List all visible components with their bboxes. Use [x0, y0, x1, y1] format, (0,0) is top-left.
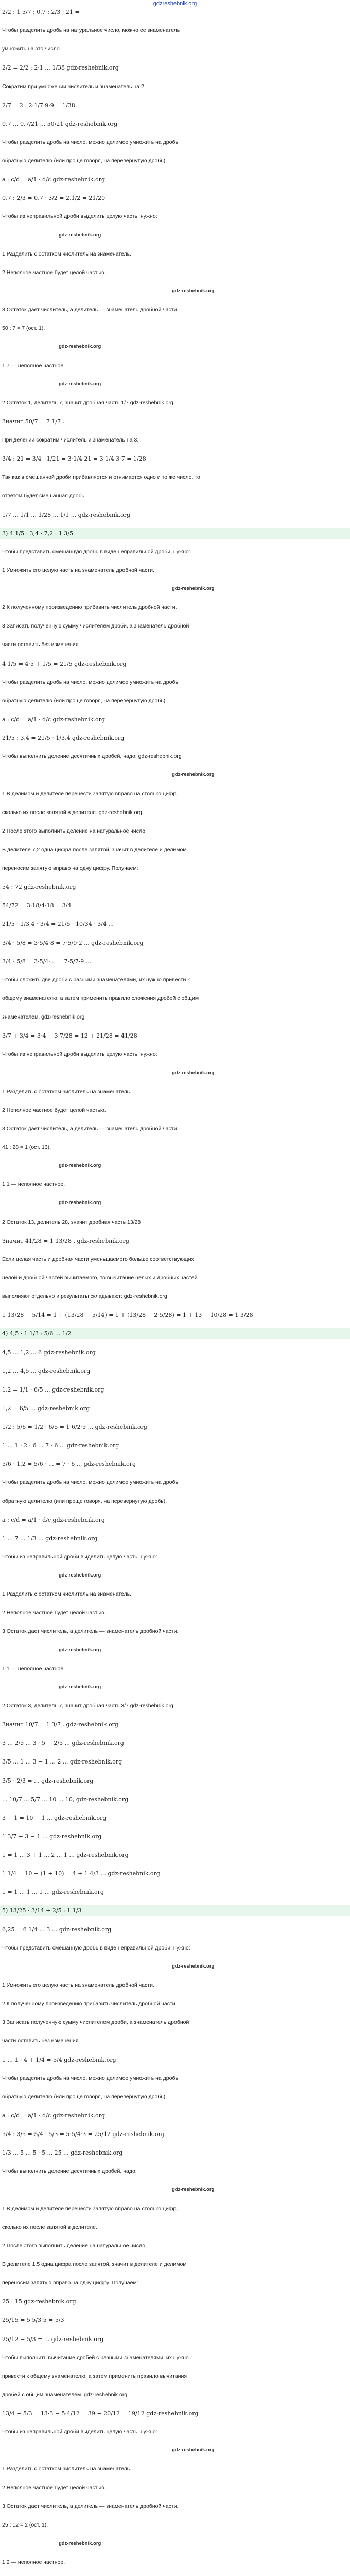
explanation-line: Чтобы из неправильной дроби выделить целую часть, нужно:	[2, 1051, 157, 1058]
math-line: 4 1/5 = 4·5 + 1/5 = 21/5 gdz-reshebnik.org	[2, 660, 127, 667]
watermark-text: gdz-reshebnik.org	[172, 772, 215, 778]
math-line: 25/12 − 5/3 = ... gdz-reshebnik.org	[2, 2335, 104, 2343]
math-line: 2/7 = 2 : 2·1/7·9·9 = 1/38	[2, 101, 75, 109]
explanation-line: При делении сократим числитель и знаменатель на 3.	[2, 437, 139, 444]
explanation-line: 1 Умножить его целую часть на знаменатель дробной части.	[2, 567, 154, 573]
explanation-line: 3 Остаток дает числитель, а делитель — знаменатель дробной части.	[2, 2503, 179, 2510]
explanation-line: Чтобы разделить дробь на натуральное число, можно ее знаменатель	[2, 27, 180, 34]
math-line: 25/15 = 5·5/3·5 = 5/3	[2, 2317, 64, 2324]
math-line: a : c/d = a/1 · d/c gdz-reshebnik.org	[2, 1516, 105, 1523]
explanation-line: Если целая часть и дробная части уменьшаемого больше соответствующих	[2, 1256, 194, 1262]
math-line: 3/5 · 2/3 = ... gdz-reshebnik.org	[2, 1777, 94, 1784]
explanation-line: 2 Неполное частное будет целой частью.	[2, 1107, 106, 1113]
explanation-line: обратную делителю (или проще говоря, на перевернутую дробь).	[2, 1498, 167, 1504]
explanation-line: 3 Записать полученную сумму числителем дроби, а знаменатель дробной	[2, 623, 189, 630]
math-line: 21/5 : 3,4 = 21/5 · 1/3,4 gdz-reshebnik.org	[2, 735, 125, 742]
explanation-line: Чтобы сложить две дроби с разными знаменателями, их нужно привести к	[2, 976, 190, 983]
watermark-text: gdz-reshebnik.org	[172, 2187, 215, 2193]
explanation-line: переносим запятую вправо на одну цифру. Получаем:	[2, 2280, 138, 2286]
math-line: 13/4 − 5/3 = 13·3 − 5·4/12 = 39 − 20/12 = 19/12 gdz-reshebnik.org	[2, 2410, 199, 2417]
explanation-line: 2 Неполное частное будет целой частью.	[2, 2484, 106, 2491]
explanation-line: 50 : 7 = 7 (ост. 1),	[2, 325, 45, 332]
explanation-line: Чтобы из неправильной дроби выделить целую часть, нужно:	[2, 1553, 157, 1560]
explanation-line: 1 Умножить его целую часть на знаменатель дробной части.	[2, 1982, 154, 1988]
math-line: 5/6 · 1,2 = 5/6 · ... = 7 · 6 ... gdz-reshebnik.org	[2, 1461, 136, 1468]
explanation-line: обратную делителю (или проще говоря, на перевернутую дробь).	[2, 697, 167, 704]
explanation-line: 1 7 — неполное частное.	[2, 362, 65, 369]
explanation-line: Так как в смешанной дроби прибавляется и отнимается одно и то же число, то	[2, 474, 200, 481]
site-header	[0, 0, 350, 7]
watermark-text: gdz-reshebnik.org	[59, 1572, 101, 1579]
explanation-line: обратную делителю (или проще говоря, на перевернутую дробь).	[2, 2093, 167, 2100]
explanation-line: общему знаменателю, а затем применить правило сложения дробей с общим	[2, 995, 199, 1002]
math-line: 3/4 : 21 = 3/4 · 1/21 = 3·1/4·21 = 3·1/4·3·7 = 1/28	[2, 455, 146, 463]
math-line: 5/4 : 3/5 = 5/4 · 5/3 = 5·5/4·3 = 25/12 gdz-reshebnik.org	[2, 2131, 165, 2138]
watermark-text: gdz-reshebnik.org	[59, 381, 101, 387]
explanation-line: 1 2 — неполное частное.	[2, 2559, 65, 2566]
math-line: 1,2 = 6/5 ... gdz-reshebnik.org	[2, 1404, 90, 1412]
explanation-line: В делителе 7,2 одна цифра после запятой, значит в делителе и делимом	[2, 846, 187, 853]
math-line: Значит 10/7 = 1 3/7 . gdz-reshebnik.org	[2, 1721, 118, 1728]
math-line: 2/2 = 2/2 ; 2·1 ... 1/38 gdz-reshebnik.org	[2, 64, 119, 72]
explanation-line: Чтобы выполнить вычитание дробей с разными знаменателями, их нужно	[2, 2354, 189, 2361]
watermark-text: gdz-reshebnik.org	[172, 1963, 215, 1969]
explanation-line: 2 К полученному произведению прибавить числитель дробной части.	[2, 604, 177, 611]
explanation-line: Сократим при умножении числитель и знаменатель на 2	[2, 83, 144, 90]
explanation-line: привести к общему знаменателю, а затем применить правило вычитания	[2, 2372, 187, 2379]
explanation-line: ответом будет смешанная дробь:	[2, 493, 86, 499]
explanation-line: умножить на это число.	[2, 46, 61, 53]
explanation-line: знаменателем. gdz-reshebnik.org	[2, 1014, 85, 1021]
math-line: 2/2 : 1 5/7 ; 0,7 : 2/3 ; 21 =	[2, 9, 80, 15]
explanation-line: В делителе 1,5 одна цифра после запятой, значит в делителе и делимом	[2, 2261, 187, 2267]
math-line: 25 : 15 gdz-reshebnik.org	[2, 2298, 76, 2306]
explanation-line: 2 Неполное частное будет целой частью.	[2, 1609, 106, 1616]
math-line: ... 10/7 ... 5/7 ... 10 ... 10, gdz-reshebnik.org	[2, 1795, 129, 1803]
watermark-text: gdz-reshebnik.org	[59, 1163, 101, 1169]
explanation-line: 2 После этого выполнить деление на натуральное число.	[2, 2242, 147, 2249]
watermark-text: gdz-reshebnik.org	[59, 232, 101, 238]
math-line: 1 = 1 ... 1 ... 1 ... gdz-reshebnik.org	[2, 1889, 104, 1896]
math-line: 3/5 ... 1 ... 3 − 1 ... 2 ... gdz-reshebnik.org	[2, 1758, 122, 1766]
math-line: 1 ... 7 ... 1/3 ... gdz-reshebnik.org	[2, 1535, 98, 1542]
watermark-text: gdz-reshebnik.org	[59, 1684, 101, 1690]
explanation-line: Чтобы представить смешанную дробь в виде неправильной дроби, нужно:	[2, 1944, 190, 1951]
explanation-line: части оставить без изменения	[2, 641, 79, 648]
watermark-text: gdz-reshebnik.org	[172, 586, 215, 592]
watermark-text: gdz-reshebnik.org	[59, 2540, 101, 2546]
explanation-line: выполняют отдельно и результаты складывают: gdz-reshebnik.org	[2, 1293, 167, 1300]
explanation-line: 3 Остаток дает числитель, а делитель — знаменатель дробной части.	[2, 307, 179, 313]
math-line: 1 3/7 + 3 − 1 ... gdz-reshebnik.org	[2, 1833, 102, 1840]
math-line: 0,7 ... 0,7/21 ... 50/21 gdz-reshebnik.org	[2, 120, 118, 127]
math-line: 54 : 72 gdz-reshebnik.org	[2, 884, 76, 891]
watermark-text: gdz-reshebnik.org	[172, 287, 215, 294]
math-line: 54/72 = 3·18/4·18 = 3/4	[2, 902, 72, 909]
math-line: 21/5 · 1/3,4 · 3/4 = 21/5 · 10/34 · 3/4 ...	[2, 921, 114, 928]
math-line: Значит 50/7 = 7 1/7 .	[2, 418, 65, 425]
explanation-line: Чтобы выполнить деление десятичных дробей, надо:	[2, 2168, 137, 2175]
explanation-line: 41 : 28 = 1 (ост. 13),	[2, 1144, 51, 1151]
explanation-line: Чтобы разделить дробь на число, можно делимое умножить на дробь,	[2, 1479, 180, 1486]
math-line: 3/4 · 5/8 = 3·5/4·... = 7·5/7·9 ...	[2, 958, 92, 965]
explanation-line: дробей с общим знаменателем. gdz-reshebnik.org	[2, 2391, 128, 2398]
explanation-line: 2 Остаток 13, делитель 28, значит дробная часть 13/28	[2, 1218, 141, 1225]
explanation-line: 1 Разделить с остатком числитель на знаменатель.	[2, 2466, 132, 2472]
explanation-line: 2 После этого выполнить деление на натуральное число.	[2, 827, 147, 834]
math-line: 1/2 : 5/6 = 1/2 · 6/5 = 1·6/2·5 ... gdz-reshebnik.org	[2, 1423, 147, 1431]
watermark-text: gdz-reshebnik.org	[59, 344, 101, 350]
math-line: 1/3 ... 5 ... 5 · 5 ... 25 ... gdz-reshebnik.org	[2, 2149, 123, 2157]
explanation-line: 1 Разделить с остатком числитель на знаменатель.	[2, 250, 132, 257]
explanation-line: 25 : 12 = 2 (ост. 1),	[2, 2521, 48, 2528]
explanation-line: 3 Остаток дает числитель, а делитель — знаменатель дробной части.	[2, 1628, 179, 1635]
math-line: 1,2 = 1/1 · 6/5 ... gdz-reshebnik.org	[2, 1386, 104, 1393]
explanation-line: переносим запятую вправо на одну цифру. Получаем:	[2, 865, 138, 872]
explanation-line: Чтобы разделить дробь на число, можно делимое умножить на дробь,	[2, 679, 180, 685]
explanation-line: 1 1 — неполное частное.	[2, 1665, 65, 1672]
explanation-line: части оставить без изменения	[2, 2038, 79, 2044]
explanation-line: Чтобы представить смешанную дробь в виде неправильной дроби, нужно:	[2, 548, 190, 555]
watermark-text: gdz-reshebnik.org	[59, 1200, 101, 1206]
math-line: 1 1/4 = 10 − (1 + 10) = 4 + 1 4/3 ... gdz-reshebnik.org	[2, 1870, 160, 1877]
math-line: Значит 41/28 = 1 13/28 . gdz-reshebnik.org	[2, 1237, 129, 1244]
math-line: 1 = 1 ... 3 + 1 ... 2 ... 1 ... gdz-reshebnik.org	[2, 1852, 129, 1859]
explanation-line: Чтобы разделить дробь на число, можно делимое умножить на дробь,	[2, 2075, 180, 2081]
explanation-line: 3 Остаток дает числитель, а делитель — знаменатель дробной части.	[2, 1125, 179, 1132]
math-line: 1 13/28 − 5/14 = 1 + (13/28 − 5/14) = 1 + (13/28 − 2·5/28) = 1 + 13 − 10/28 = 1 3/28	[2, 1312, 253, 1319]
math-line: 3 − 1 = 10 − 1 ... gdz-reshebnik.org	[2, 1814, 107, 1821]
explanation-line: сколько их после запятой в делителе.	[2, 2224, 97, 2230]
explanation-line: 2 Остаток 1, делитель 7, значит дробная часть 1/7 gdz-reshebnik.org	[2, 399, 173, 406]
explanation-line: Чтобы разделить дробь на число, можно делимое умножить на дробь,	[2, 139, 180, 145]
explanation-line: обратную делителю (или проще говоря, на перевернутую дробь).	[2, 158, 167, 164]
explanation-line: целой и дробной частей вычитаемого, то вычитание целых и дробных частей	[2, 1274, 198, 1281]
math-line: 1 ... 1 · 2 · 6 ... 7 · 6 ... gdz-reshebnik.org	[2, 1442, 119, 1449]
explanation-line: 1 Разделить с остатком числитель на знаменатель.	[2, 1591, 132, 1598]
watermark-text: gdz-reshebnik.org	[172, 2447, 215, 2453]
math-line: 4,5 ... 1,2 ... 6 gdz-reshebnik.org	[2, 1349, 96, 1356]
math-line: a : c/d = a/1 · d/c gdz-reshebnik.org	[2, 2112, 105, 2119]
math-line: 0,7 : 2/3 = 0,7 · 3/2 = 2,1/2 = 21/20	[2, 195, 106, 202]
math-line: a : c/d = a/1 · d/c gdz-reshebnik.org	[2, 716, 105, 723]
math-line: 3/4 · 5/8 = 3·5/4·8 = 7·5/9·2 ... gdz-reshebnik.org	[2, 939, 144, 946]
explanation-line: 1 В делимом и делителе перенести запятую вправо на столько цифр,	[2, 2205, 178, 2212]
explanation-line: 2 Неполное частное будет целой частью.	[2, 269, 106, 276]
math-line: 1,2 ... 4,5 ... gdz-reshebnik.org	[2, 1367, 91, 1375]
task-heading: 4) 4,5 · 1 1/3 : 5/6 ... 1/2 =	[2, 1330, 78, 1337]
explanation-line: Чтобы выполнить деление десятичных дробей, надо: gdz-reshebnik.org	[2, 753, 182, 760]
explanation-line: 1 В делимом и делителе перенести запятую вправо на столько цифр,	[2, 790, 178, 797]
math-line: a : c/d = a/1 · d/c gdz-reshebnik.org	[2, 176, 105, 183]
explanation-line: 2 Остаток 3, делитель 7, значит дробная часть 3/7 gdz-reshebnik.org	[2, 1703, 173, 1709]
task-heading: 5) 13/25 · 3/14 + 2/5 : 1 1/3 =	[2, 1907, 89, 1914]
math-line: 3 ... 2/5 ... 3 · 5 − 2/5 ... gdz-reshebnik.org	[2, 1740, 124, 1747]
explanation-line: Чтобы из неправильной дроби выделить целую часть, нужно:	[2, 2429, 157, 2435]
math-line: 1 ... 1 · 4 + 1/4 = 5/4 gdz-reshebnik.org	[2, 2056, 116, 2063]
math-line: 3/7 + 3/4 = 3·4 + 3·7/28 = 12 + 21/28 = 41/28	[2, 1032, 137, 1040]
explanation-line: 2 К полученному произведению прибавить числитель дробной части.	[2, 2001, 177, 2007]
site-link[interactable]: gdzreshebnik.org	[153, 1, 197, 7]
explanation-line: 3 Записать полученную сумму числителем дроби, а знаменатель дробной	[2, 2019, 189, 2026]
explanation-line: 1 1 — неполное частное.	[2, 1181, 65, 1188]
explanation-line: Чтобы из неправильной дроби выделить целую часть, нужно:	[2, 213, 157, 220]
math-line: 1/7 ... 1/1 ... 1/28 ... 1/1 ... gdz-reshebnik.org	[2, 511, 131, 518]
task-heading: 3) 4 1/5 : 3,4 · 7,2 : 1 3/5 =	[2, 530, 80, 537]
watermark-text: gdz-reshebnik.org	[172, 1070, 215, 1076]
watermark-text: gdz-reshebnik.org	[59, 1647, 101, 1653]
explanation-line: сколько их после запятой в делителе. gdz-reshebnik.org	[2, 809, 142, 816]
math-line: 6,25 = 6 1/4 ... 3 ... gdz-reshebnik.org	[2, 1926, 112, 1933]
explanation-line: 1 Разделить с остатком числитель на знаменатель.	[2, 1088, 132, 1095]
